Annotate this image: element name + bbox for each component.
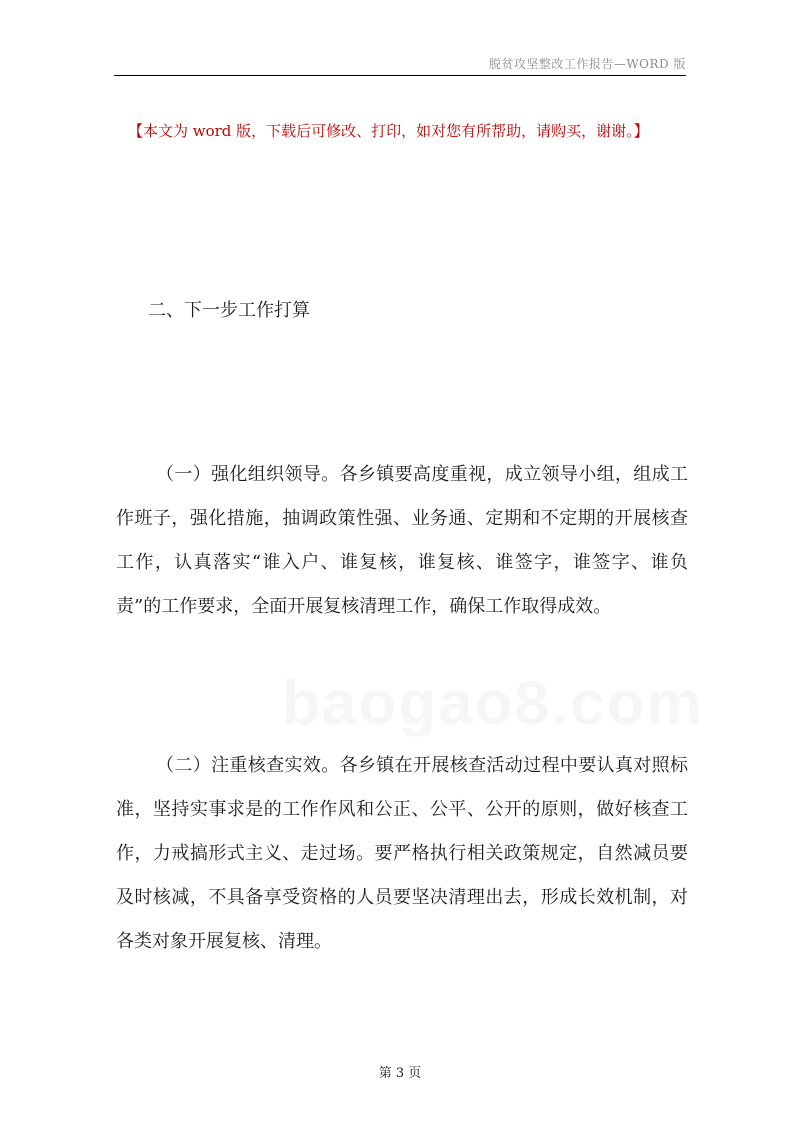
- section-heading: 二、下一步工作打算: [148, 300, 310, 321]
- watermark-logo: [282, 668, 704, 739]
- running-header: 脱贫攻坚整改工作报告—WORD 版: [488, 57, 686, 71]
- page-number: 第 3 页: [378, 1066, 422, 1081]
- header-divider: [114, 75, 686, 76]
- download-notice: 【本文为 word 版，下载后可修改、打印，如对您有所帮助，请购买，谢谢。】: [128, 122, 649, 140]
- paragraph-verification: （二）注重核查实效。各乡镇在开展核查活动过程中要认真对照标准，坚持实事求是的工作作风和公正、公平、公开的原则，做好核查工作，力戒搞形式主义、走过场。要严格执行相关政策规定，自然减员要及时核减，不具备享受资格的人员要坚决清理出去，形成长效机制，对各类对象开展复核、清理。: [116, 755, 688, 952]
- paragraph-organization: （一）强化组织领导。各乡镇要高度重视，成立领导小组，组成工作班子，强化措施，抽调政策性强、业务通、定期和不定期的开展核查工作，认真落实“谁入户、谁复核，谁复核、谁签字，谁签字、谁负责”的工作要求，全面开展复核清理工作，确保工作取得成效。: [116, 464, 688, 617]
